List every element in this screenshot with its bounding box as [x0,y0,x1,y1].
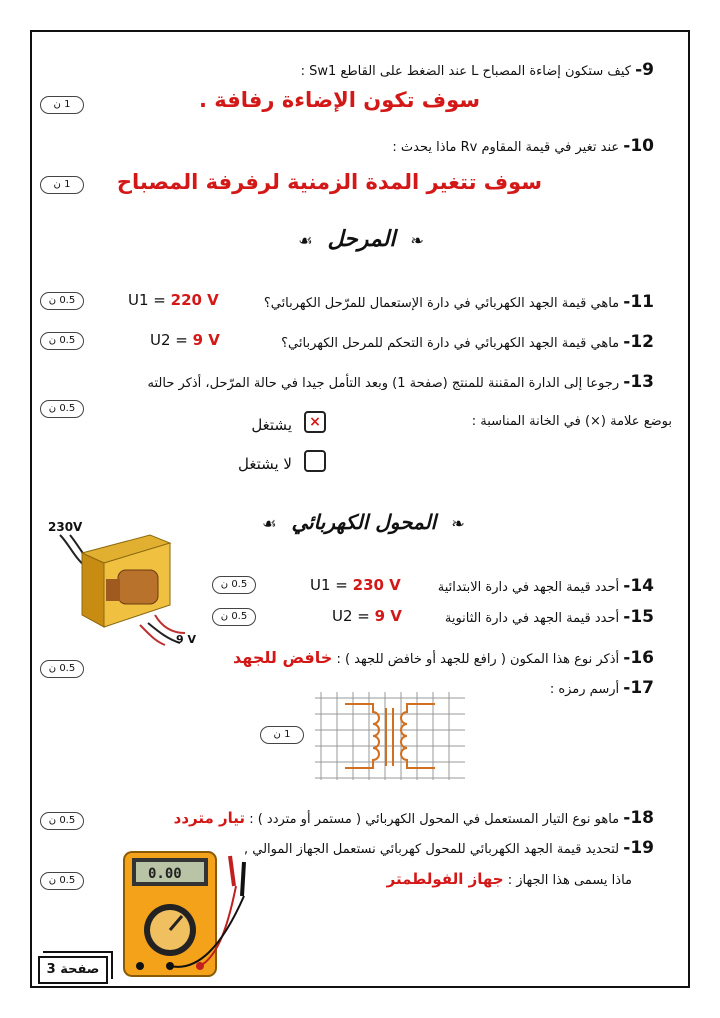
question-text: أرسم رمزه : [549,682,620,697]
answer-18: تيار متردد [173,809,246,827]
ornament-right-icon: ❧ [451,514,465,533]
points-badge: 0.5 ن [212,608,256,626]
question-text: ماهي قيمة الجهد الكهربائي في دارة التحكم للمرحل الكهربائي؟ [281,336,620,351]
question-19 [244,838,654,858]
checkbox-not-works[interactable] [304,450,326,472]
question-number: 17- [623,678,654,698]
question-9 [301,60,654,80]
checkbox-works[interactable]: × [304,411,326,433]
value-12 [150,331,220,349]
points-badge: 0.5 ن [40,812,84,830]
question-number: 15- [623,607,654,627]
question-number: 18- [623,808,654,828]
value-14 [310,576,401,594]
section-title-text: المرحل [327,226,396,252]
ornament-right-icon: ❧ [410,231,424,250]
question-17 [550,678,654,698]
answer-16: خافض للجهد [233,648,333,667]
question-10 [392,136,654,156]
question-text: لتحديد قيمة الجهد الكهربائي للمحول كهربائي نستعمل الجهاز الموالي , [244,842,620,857]
question-text: أحدد قيمة الجهد في دارة الابتدائية [437,580,620,595]
value-answer: 230 V [352,576,401,594]
question-number: 13- [623,372,654,392]
value-answer: 9 V [192,331,220,349]
question-18 [174,808,654,828]
answer-9: سوف تكون الإضاءة رفافة . [199,88,480,112]
question-14 [438,576,654,596]
option-works-label: يشتغل [251,416,292,434]
section-title-text: المحول الكهربائي [291,510,437,534]
question-text: ماهو نوع التيار المستعمل في المحول الكهربائي ( مستمر أو متردد ) : [249,812,620,827]
question-19-part2 [387,870,632,888]
value-15 [332,607,402,625]
section-title-transformer [262,510,465,534]
question-text: أحدد قيمة الجهد في دارة الثانوية [444,611,620,626]
question-text: ماذا يسمى هذا الجهاز : [507,873,632,888]
transformer-symbol-drawing [315,692,465,780]
value-label: U2 = [332,607,370,625]
answer-10: سوف تتغير المدة الزمنية لرفرفة المصباح [116,170,542,194]
value-label: U2 = [150,331,188,349]
input-voltage-label: 230V [48,520,83,534]
value-label: U1 = [128,291,166,309]
question-number: 12- [623,332,654,352]
points-badge: 0.5 ن [40,872,84,890]
value-label: U1 = [310,576,348,594]
multimeter-display: 0.00 [148,866,182,882]
question-text: عند تغير في قيمة المقاوم Rv ماذا يحدث : [392,140,620,155]
page-number-label: صفحة 3 [38,956,108,984]
question-15 [445,607,654,627]
question-number: 11- [623,292,654,312]
question-text: ماهي قيمة الجهد الكهربائي في دارة الإستعمال للمرّحل الكهربائي؟ [263,296,620,311]
question-13-instruction: بوضع علامة (×) في الخانة المناسبة : [471,414,672,429]
question-text: كيف ستكون إضاءة المصباح L عند الضغط على القاطع Sw1 : [300,64,631,79]
points-badge: 0.5 ن [40,332,84,350]
points-badge: 0.5 ن [212,576,256,594]
question-number: 19- [623,838,654,858]
question-13 [148,372,654,392]
ornament-left-icon: ☙ [262,514,277,533]
output-voltage-label: 9 V [176,633,196,646]
question-number: 10- [623,136,654,156]
section-title-relay [296,226,426,252]
question-number: 16- [623,648,654,668]
points-badge: 1 ن [40,176,84,194]
points-badge: 1 ن [40,96,84,114]
points-badge: 0.5 ن [40,660,84,678]
question-12 [281,332,654,352]
question-text: رجوعا إلى الدارة المقننة للمنتج (صفحة 1) وبعد التأمل جيدا في حالة المرّحل، أذكر حالته [147,376,620,391]
question-16 [233,648,654,668]
answer-19: جهاز الفولطمتر [386,870,504,888]
question-number: 14- [623,576,654,596]
option-not-works-label: لا يشتغل [237,455,292,473]
value-answer: 220 V [170,291,219,309]
value-answer: 9 V [374,607,402,625]
points-badge: 0.5 ن [40,292,84,310]
value-11 [128,291,219,309]
multimeter-image [118,846,258,978]
points-badge: 1 ن [260,726,304,744]
question-text: أذكر نوع هذا المكون ( رافع للجهد أو خافض للجهد ) : [336,652,620,667]
points-badge: 0.5 ن [40,400,84,418]
question-11 [264,292,654,312]
ornament-left-icon: ☙ [298,231,313,250]
transformer-image [40,515,196,650]
question-number: 9- [635,60,654,80]
